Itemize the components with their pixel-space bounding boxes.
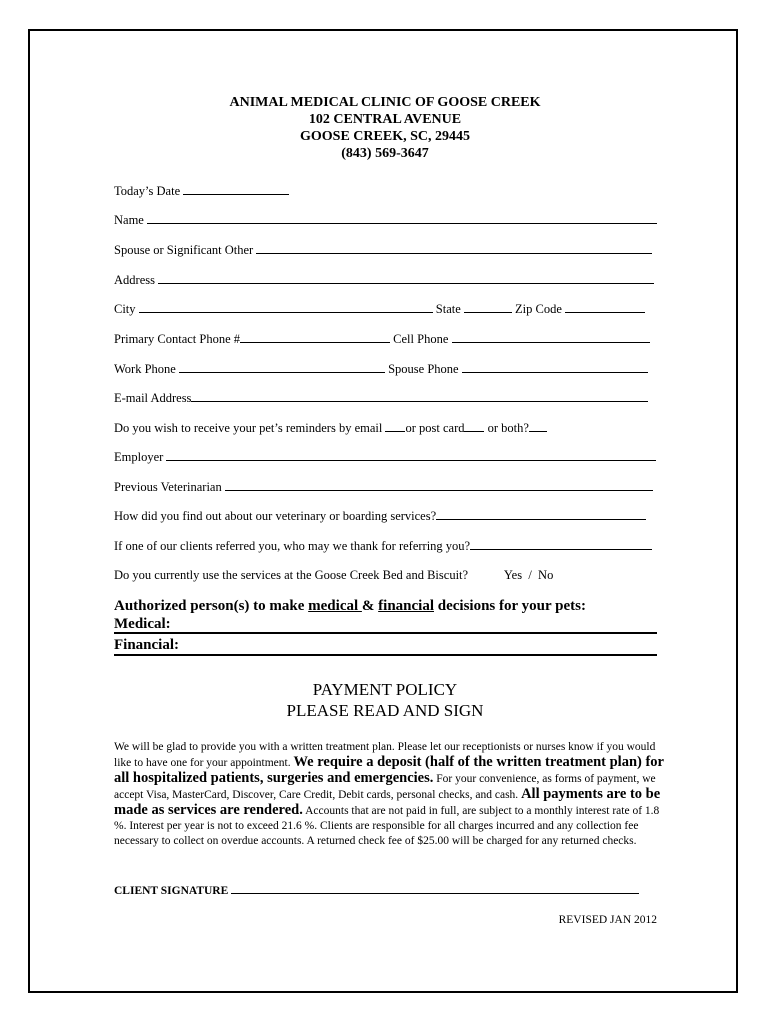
policy-paragraph: [114, 740, 664, 849]
authorized-text-a: Authorized person(s) to make: [114, 598, 309, 614]
signature-field[interactable]: [231, 882, 639, 894]
reminders-postcard-label: or post card: [405, 421, 465, 435]
yes-no-choice[interactable]: Yes / No: [503, 568, 554, 582]
reminders-both-field[interactable]: [529, 420, 547, 432]
medical-field[interactable]: [114, 632, 657, 634]
zip-label: Zip Code: [515, 302, 562, 316]
name-row: [114, 212, 657, 228]
revised-date: REVISED JAN 2012: [558, 914, 657, 926]
prev-vet-row: [114, 479, 653, 495]
bed-biscuit-label: Do you currently use the services at the Goose Creek Bed and Biscuit?: [114, 568, 469, 582]
referred-label: If one of our clients referred you, who may we thank for referring you?: [114, 539, 471, 553]
policy-deposit-text: We require a deposit (half of the written treatment plan) for all hospitalized patients, surgeries and emergencies.: [114, 754, 664, 786]
authorized-medical-word: medical: [308, 598, 362, 614]
employer-field[interactable]: [166, 449, 656, 461]
state-label: State: [435, 302, 461, 316]
authorized-amp: &: [361, 598, 379, 614]
policy-subtitle: PLEASE READ AND SIGN: [286, 701, 484, 720]
spouse-field[interactable]: [256, 242, 652, 254]
reminders-email-field[interactable]: [385, 420, 405, 432]
policy-text-3: For your convenience, as forms of payment, we accept Visa, MasterCard, Discover, Care Credit, Debit cards, personal checks, and cash.: [114, 773, 656, 801]
clinic-name: ANIMAL MEDICAL CLINIC OF GOOSE CREEK: [229, 95, 541, 110]
spouse-phone-field[interactable]: [462, 361, 648, 373]
authorized-financial-word: financial: [378, 598, 434, 614]
clinic-header: [0, 94, 770, 162]
reminders-postcard-field[interactable]: [464, 420, 484, 432]
spouse-row: [114, 242, 652, 258]
clinic-city-state: GOOSE CREEK, SC, 29445: [300, 129, 470, 144]
cell-phone-label: Cell Phone: [393, 332, 449, 346]
clinic-street: 102 CENTRAL AVENUE: [308, 112, 462, 127]
employer-row: [114, 449, 656, 465]
city-row: [114, 301, 645, 317]
primary-phone-field[interactable]: [240, 331, 390, 343]
state-field[interactable]: [464, 301, 512, 313]
work-phone-row: [114, 361, 648, 377]
policy-text-1: We will be glad to provide you with a written treatment plan. Please let our receptionists or nurses know if you would like to have one for your appointment.: [114, 741, 656, 769]
work-phone-field[interactable]: [179, 361, 385, 373]
city-field[interactable]: [139, 301, 433, 313]
cell-phone-field[interactable]: [452, 331, 650, 343]
zip-field[interactable]: [565, 301, 645, 313]
name-label: Name: [114, 213, 144, 227]
spouse-phone-label: Spouse Phone: [388, 362, 459, 376]
address-row: [114, 272, 654, 288]
medical-label: Medical:: [114, 616, 171, 632]
authorized-text-b: decisions for your pets:: [434, 598, 586, 614]
todays-date-row: [114, 183, 289, 199]
authorized-heading: [114, 598, 586, 615]
reminders-label: Do you wish to receive your pet’s reminders by email: [114, 421, 383, 435]
email-label: E-mail Address: [114, 391, 192, 405]
reminders-row: [114, 420, 547, 436]
employer-label: Employer: [114, 450, 164, 464]
policy-title: PAYMENT POLICY: [312, 680, 458, 699]
primary-phone-label: Primary Contact Phone #: [114, 332, 241, 346]
find-out-label: How did you find out about our veterinary or boarding services?: [114, 509, 437, 523]
address-label: Address: [114, 273, 155, 287]
find-out-row: [114, 508, 646, 524]
email-row: [114, 390, 648, 406]
policy-payments-text: All payments are to be made as services are rendered.: [114, 786, 661, 818]
referred-field[interactable]: [470, 538, 652, 550]
todays-date-label: Today’s Date: [114, 184, 181, 198]
find-out-field[interactable]: [436, 508, 646, 520]
work-phone-label: Work Phone: [114, 362, 176, 376]
name-field[interactable]: [147, 212, 657, 224]
email-field[interactable]: [191, 390, 648, 402]
signature-row: [114, 882, 639, 897]
bed-biscuit-row: [114, 568, 553, 583]
financial-label: Financial:: [114, 637, 180, 653]
phone-row: [114, 331, 650, 347]
policy-text-5: Accounts that are not paid in full, are subject to a monthly interest rate of 1.8 %. Interest per year is not to exceed 21.6 %. Clients are responsible for all charges incurred and any collection fee necessary to collect on overdue accounts. A returned check fee of $25.00 will be charged for any returned checks.: [114, 805, 660, 847]
todays-date-field[interactable]: [183, 183, 289, 195]
signature-label: CLIENT SIGNATURE: [114, 885, 229, 897]
reminders-both-label: or both?: [487, 421, 529, 435]
spouse-label: Spouse or Significant Other: [114, 243, 254, 257]
financial-field[interactable]: [114, 654, 657, 656]
clinic-phone: (843) 569-3647: [341, 146, 429, 161]
address-field[interactable]: [158, 272, 654, 284]
referred-row: [114, 538, 652, 554]
city-label: City: [114, 302, 136, 316]
prev-vet-field[interactable]: [225, 479, 653, 491]
prev-vet-label: Previous Veterinarian: [114, 480, 222, 494]
